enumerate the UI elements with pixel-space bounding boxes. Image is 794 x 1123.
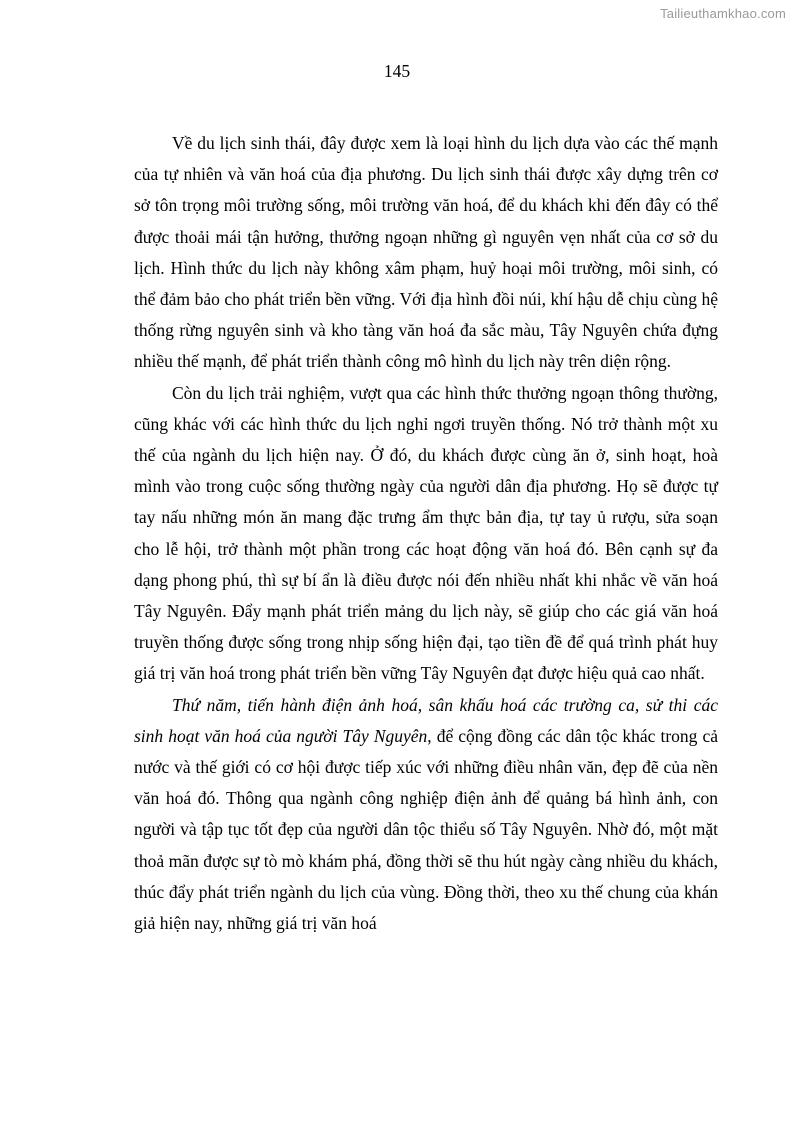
- paragraph-fifth-measure: [134, 690, 718, 940]
- page-number: 145: [383, 61, 411, 81]
- watermark-text: Tailieuthamkhao.com: [660, 6, 786, 21]
- paragraph-experiential-tourism: Còn du lịch trải nghiệm, vượt qua các hình thức thưởng ngoạn thông thường, cũng khác với các hình thức du lịch nghỉ ngơi truyền thống. Nó trở thành một xu thế của ngành du lịch hiện nay. Ở đó, du khách được cùng ăn ở, sinh hoạt, hoà mình vào trong cuộc sống thường ngày của người dân địa phương. Họ sẽ được tự tay nấu những món ăn mang đặc trưng ẩm thực bản địa, tự tay ủ rượu, sửa soạn cho lễ hội, trở thành một phần trong các hoạt động văn hoá đó. Bên cạnh sự đa dạng phong phú, thì sự bí ẩn là điều được nói đến nhiều nhất khi nhắc về văn hoá Tây Nguyên. Đẩy mạnh phát triển mảng du lịch này, sẽ giúp cho các giá văn hoá truyền thống được sống trong nhịp sống hiện đại, tạo tiền đề để quá trình phát huy giá trị văn hoá trong phát triển bền vững Tây Nguyên đạt được hiệu quả cao nhất.: [134, 382, 718, 684]
- fifth-measure-text: , để cộng đồng các dân tộc khác trong cả nước và thế giới có cơ hội được tiếp xúc với những điều nhân văn, đẹp đẽ của nền văn hoá đó. Thông qua ngành công nghiệp điện ảnh để quảng bá hình ảnh, con người và tập tục tốt đẹp của người dân tộc thiểu số Tây Nguyên. Nhờ đó, một mặt thoả mãn được sự tò mò khám phá, đồng thời sẽ thu hút ngày càng nhiều du khách, thúc đẩy phát triển ngành du lịch của vùng. Đồng thời, theo xu thế chung của khán giả hiện nay, những giá trị văn hoá: [134, 725, 718, 934]
- fifth-measure-heading: Thứ năm, tiến hành điện ảnh hoá, sân khấu hoá các trường ca, sử thi các sinh hoạt văn hoá của người Tây Nguyên: [134, 694, 718, 746]
- paragraph-ecotourism: Về du lịch sinh thái, đây được xem là loại hình du lịch dựa vào các thế mạnh của tự nhiên và văn hoá của địa phương. Du lịch sinh thái được xây dựng trên cơ sở tôn trọng môi trường sống, môi trường văn hoá, để du khách khi đến đây có thể được thoải mái tận hưởng, thưởng ngoạn những gì nguyên vẹn nhất của cơ sở du lịch. Hình thức du lịch này không xâm phạm, huỷ hoại môi trường, môi sinh, có thể đảm bảo cho phát triển bền vững. Với địa hình đồi núi, khí hậu dễ chịu cùng hệ thống rừng nguyên sinh và kho tàng văn hoá đa sắc màu, Tây Nguyên chứa đựng nhiều thế mạnh, để phát triển thành công mô hình du lịch này trên diện rộng.: [134, 133, 718, 372]
- body-text: [134, 128, 718, 939]
